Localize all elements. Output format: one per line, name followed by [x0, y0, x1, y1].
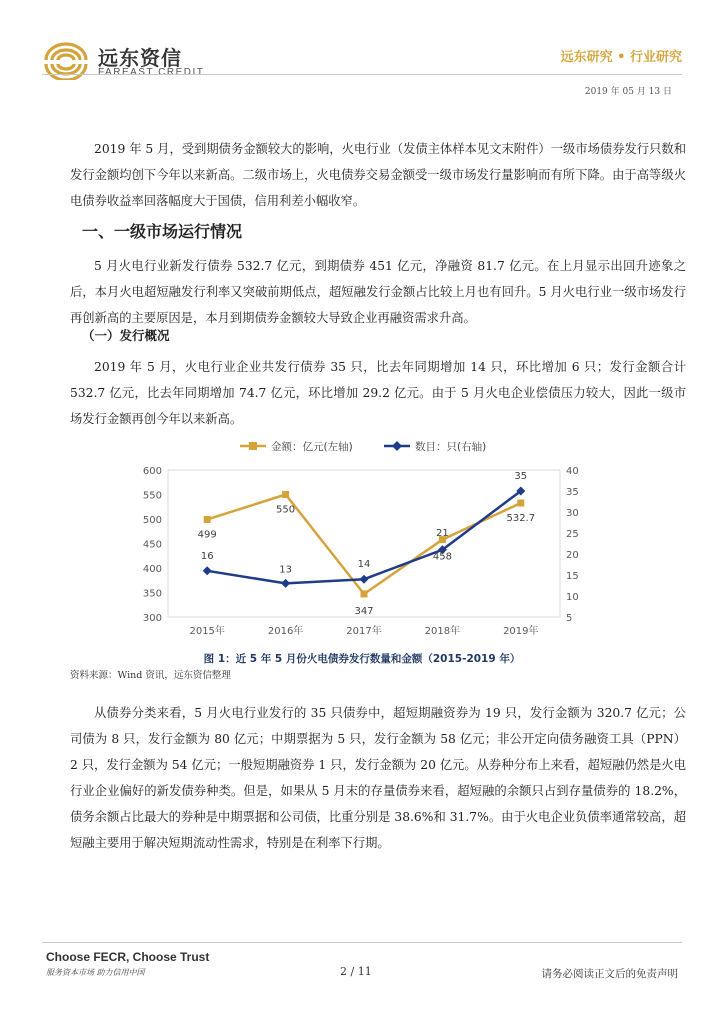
y-right-tick-label: 15 [566, 571, 579, 582]
footer-disclaimer: 请务必阅读正文后的免责声明 [541, 968, 678, 980]
data-label-left: 499 [197, 529, 217, 541]
subsection-heading: （一）发行概况 [82, 328, 170, 343]
y-left-tick-label: 400 [142, 564, 162, 575]
section-label: 远东研究 • 行业研究 [560, 50, 682, 65]
footer-slogan: Choose FECR, Choose Trust [46, 950, 210, 964]
data-point-right [360, 575, 369, 584]
page-header [0, 0, 724, 110]
footer-divider [42, 942, 682, 943]
data-label-right: 13 [279, 564, 292, 576]
report-date: 2019 年 05 月 13 日 [584, 87, 672, 97]
y-right-tick-label: 40 [566, 466, 579, 477]
x-tick-label: 2015年 [189, 626, 225, 637]
data-point-left [282, 491, 289, 498]
data-point-right [281, 579, 290, 588]
y-left-tick-label: 550 [142, 490, 162, 502]
legend-label-left: 金额：亿元(左轴) [271, 441, 353, 453]
issuance-line-chart [124, 432, 604, 652]
data-label-left: 347 [354, 605, 374, 617]
data-label-left: 550 [276, 504, 296, 516]
y-right-tick-label: 10 [566, 592, 579, 603]
data-label-right: 35 [514, 471, 528, 482]
bond-category-paragraph: 从债券分类来看，5 月火电行业发行的 35 只债券中，超短期融资券为 19 只，发行金额为 320.7 亿元；公司债为 8 只，发行金额为 80 亿元；中期票据为 5 只，发行金额为 58 亿元；非公开定向债务融资工具（PPN）2 只，发行金额为 54 亿元；一般短期融资券 1 只，发行金额为 20 亿元。从券种分布上来看，超短融仍然是火电行业企业偏好的新发债券种类。但是，如果从 5 月末的存量债券来看，超短融的余额只占到存量债券的 18.2%，债务余额占比最大的券种是中期票据和公司债，比重分别是 38.6%和 31.7%。由于火电企业负债率通常较高，超短融主要用于解决短期流动性需求，特别是在利率下行期。 [70, 706, 686, 850]
section-paragraph: 5 月火电行业新发行债券 532.7 亿元，到期债券 451 亿元，净融资 81.7 亿元。在上月显示出回升迹象之后，本月火电超短融发行利率又突破前期低点，超短融发行金额占比较上月也有回升。5 月火电行业一级市场发行再创新高的主要原因是，本月到期债券金额较大导致企业再融资需求升高。 [70, 259, 686, 325]
x-tick-label: 2018年 [424, 626, 461, 637]
y-right-tick-label: 30 [566, 508, 579, 519]
legend-label-right: 数目：只(右轴) [415, 441, 487, 453]
data-label-right: 16 [200, 550, 214, 562]
data-point-left [361, 590, 368, 597]
section-heading: 一、一级市场运行情况 [82, 222, 243, 241]
brand-name-en: FAREAST CREDIT [98, 67, 205, 78]
page-number: 2 / 11 [340, 965, 372, 978]
subsection-paragraph: 2019 年 5 月，火电行业企业共发行债券 35 只，比去年同期增加 14 只，环比增加 6 只；发行金额合计 532.7 亿元，比去年同期增加 74.7 亿元，环比增加 29.2 亿元。由于 5 月火电企业偿债压力较大，因此一级市场发行金额再创今年以来新高。 [70, 360, 686, 426]
footer-slogan-cn: 服务资本市场 助力信用中国 [46, 968, 145, 977]
y-left-tick-label: 350 [142, 588, 162, 600]
y-right-tick-label: 25 [566, 529, 579, 540]
figure-caption: 图 1：近 5 年 5 月份火电债券发行数量和金额（2015-2019 年） [203, 653, 521, 665]
legend-marker-left [249, 442, 257, 450]
data-label-left: 458 [432, 551, 452, 563]
data-label-right: 14 [357, 559, 371, 571]
y-left-tick-label: 600 [142, 466, 162, 477]
legend-marker-right [392, 441, 402, 451]
data-point-right [203, 566, 212, 575]
x-tick-label: 2017年 [346, 626, 382, 637]
data-point-left [517, 499, 524, 506]
y-right-tick-label: 35 [566, 487, 579, 498]
x-tick-label: 2016年 [267, 626, 304, 637]
data-point-left [204, 516, 211, 523]
y-right-tick-label: 20 [566, 550, 579, 561]
data-label-right: 21 [436, 527, 449, 539]
figure-source: 资料来源：Wind 资讯，远东资信整理 [70, 670, 231, 681]
y-left-tick-label: 300 [142, 613, 162, 624]
y-left-tick-label: 500 [142, 515, 162, 526]
header-divider [42, 74, 682, 75]
brand-name-cn: 远东资信 [98, 46, 182, 70]
data-label-left: 532.7 [506, 512, 536, 524]
y-left-tick-label: 450 [142, 539, 162, 551]
y-right-tick-label: 5 [566, 613, 573, 624]
x-tick-label: 2019年 [503, 626, 539, 637]
intro-paragraph: 2019 年 5 月，受到期债务金额较大的影响，火电行业（发债主体样本见文末附件）一级市场债券发行只数和发行金额均创下今年以来新高。二级市场上，火电债券交易金额受一级市场发行量影响而有所下降。由于高等级火电债券收益率回落幅度大于国债，信用利差小幅收窄。 [70, 142, 686, 208]
